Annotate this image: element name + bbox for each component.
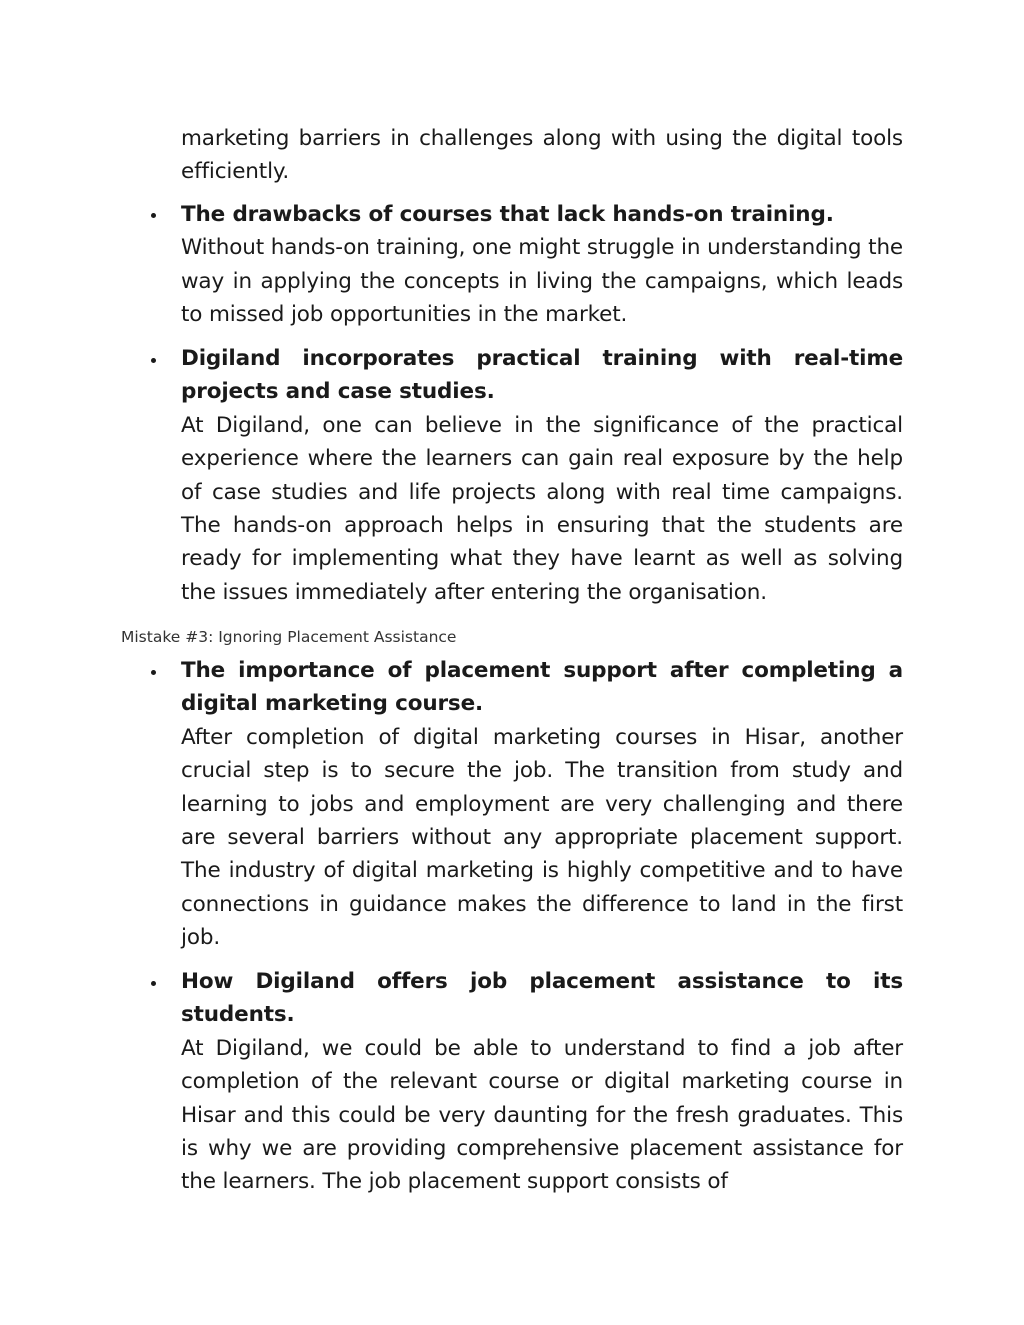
list-item xyxy=(181,198,903,332)
list-item xyxy=(181,654,903,955)
item-body: At Digiland, one can believe in the significance of the practical experience where the learners can gain real exposure by the help of case studies and life projects along with real time campaigns. The hands-on approach helps in ensuring that the students are ready for implementing what they have learnt as well as solving the issues immediately after entering the organisation. xyxy=(181,412,903,605)
bullet-icon xyxy=(151,358,161,368)
item-heading: The drawbacks of courses that lack hands-on training. xyxy=(181,202,834,227)
item-body: At Digiland, we could be able to understand to find a job after completion of the relevant course or digital marketing course in Hisar and this could be very daunting for the fresh graduates. This is why we are providing comprehensive placement assistance for the learners. The job placement support consists of xyxy=(181,1035,903,1195)
bullet-icon xyxy=(151,981,161,991)
list-item xyxy=(181,342,903,609)
item-heading: The importance of placement support after completing a digital marketing course. xyxy=(181,658,903,717)
item-body: Without hands-on training, one might struggle in understanding the way in applying the concepts in living the campaigns, which leads to missed job opportunities in the market. xyxy=(181,235,903,328)
item-body: After completion of digital marketing courses in Hisar, another crucial step is to secure the job. The transition from study and learning to jobs and employment are very challenging and there are several barriers without any appropriate placement support. The industry of digital marketing is highly competitive and to have connections in guidance makes the difference to land in the first job. xyxy=(181,724,903,951)
intro-paragraph xyxy=(181,122,903,189)
intro-text: marketing barriers in challenges along with using the digital tools efficiently. xyxy=(181,126,903,185)
item-heading: How Digiland offers job placement assistance to its students. xyxy=(181,969,903,1028)
bullet-icon xyxy=(151,213,161,223)
list-item xyxy=(181,965,903,1199)
bullet-icon xyxy=(151,670,161,680)
item-heading: Digiland incorporates practical training with real-time projects and case studies. xyxy=(181,346,903,405)
section-label: Mistake #3: Ignoring Placement Assistance xyxy=(121,628,457,646)
